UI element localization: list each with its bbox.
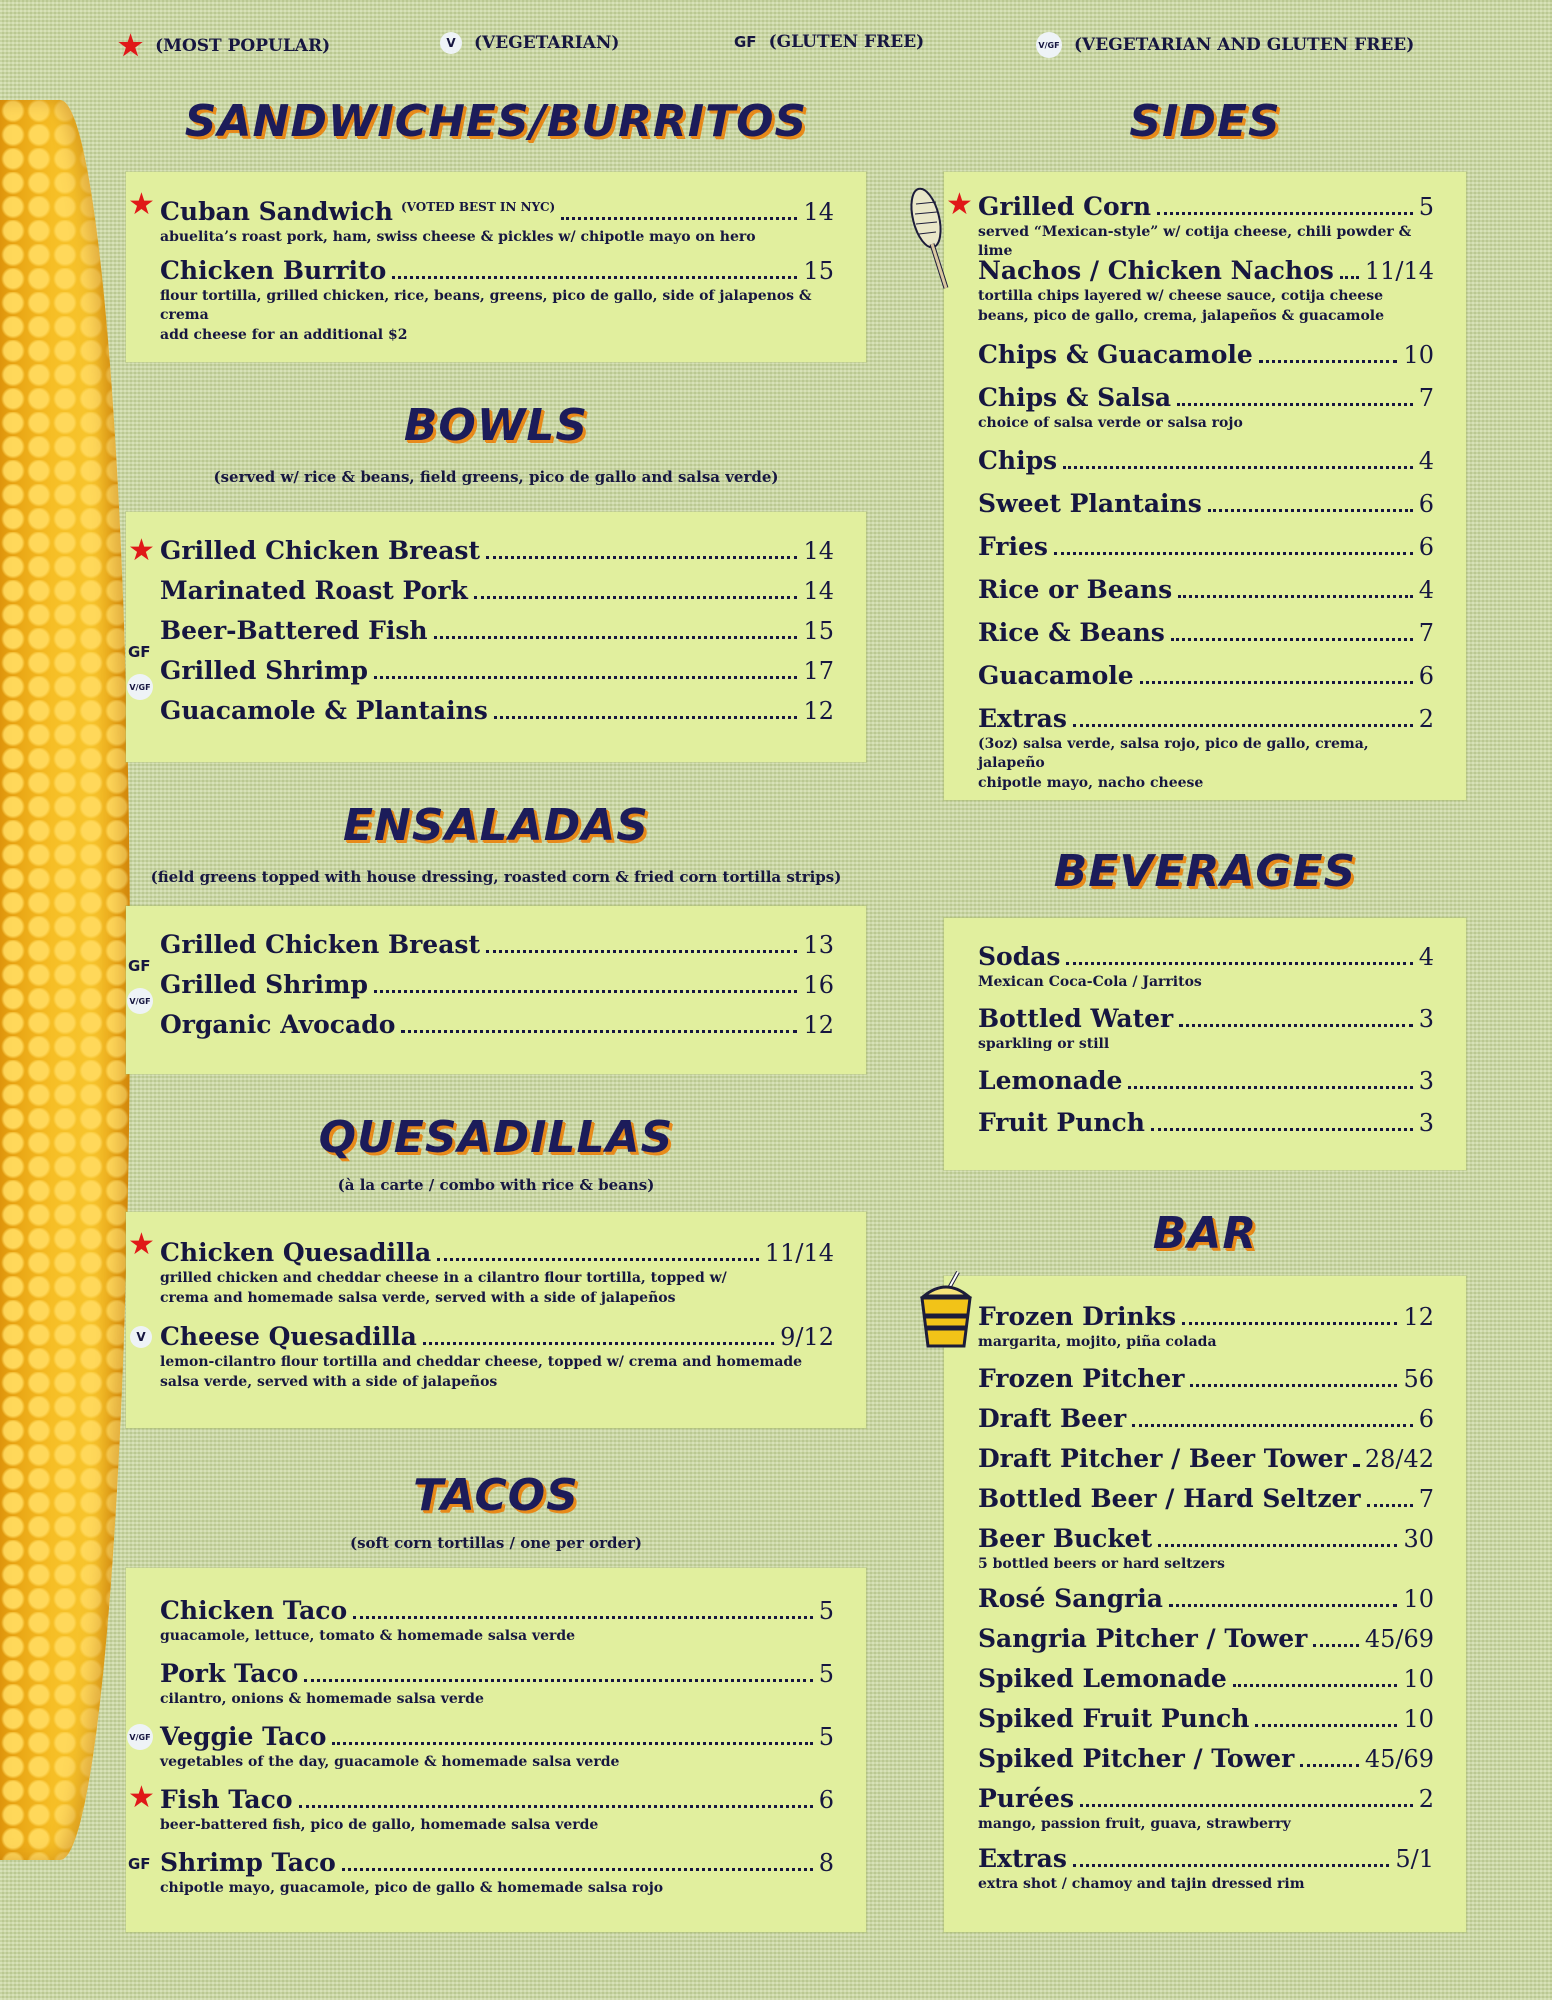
gluten-free-icon: GF: [734, 33, 757, 51]
item-name: Chips: [978, 446, 1058, 475]
item-name: Pork Taco: [160, 1659, 299, 1688]
item-price: 45/69: [1364, 1745, 1434, 1773]
item-price: 6: [1418, 1405, 1434, 1433]
menu-item: [978, 704, 1434, 793]
item-name: Spiked Lemonade: [978, 1664, 1227, 1693]
menu-item: [128, 1780, 834, 1835]
item-name: Grilled Shrimp: [160, 970, 368, 999]
grilled-corn-icon: [906, 184, 952, 292]
beverages-heading: BEVERAGES: [1053, 846, 1357, 897]
item-price: 17: [803, 657, 834, 685]
item-price: 13: [803, 931, 834, 959]
item-name: Sodas: [978, 942, 1061, 971]
menu-item: [160, 256, 834, 345]
item-price: 28/42: [1364, 1445, 1434, 1473]
item-price: 12: [803, 697, 834, 725]
item-description: Mexican Coca-Cola / Jarritos: [978, 974, 1202, 990]
item-description: margarita, mojito, piña colada: [978, 1334, 1217, 1350]
item-name: Veggie Taco: [160, 1722, 327, 1751]
vegetarian-icon: V: [440, 32, 462, 54]
item-name: Sweet Plantains: [978, 489, 1202, 518]
legend: [118, 29, 1438, 62]
menu-item: [160, 1596, 834, 1646]
legend-popular: [118, 29, 331, 62]
item-price: 6: [818, 1786, 834, 1814]
menu-item: [978, 1624, 1434, 1654]
menu-item: [946, 187, 1434, 261]
tacos-panel: [126, 1568, 866, 1932]
item-description: cilantro, onions & homemade salsa verde: [160, 1691, 484, 1707]
item-description: (3oz) salsa verde, salsa rojo, pico de gallo, crema, jalapeño: [978, 736, 1369, 771]
bowls-subtitle: (served w/ rice & beans, field greens, pico de gallo and salsa verde): [213, 468, 779, 486]
item-price: 6: [1418, 662, 1434, 690]
menu-item: [978, 1066, 1434, 1096]
item-name: Beer-Battered Fish: [160, 616, 428, 645]
menu-item: [978, 340, 1434, 370]
menu-item: [129, 682, 834, 726]
vegetarian-gluten-free-icon: V/GF: [127, 988, 153, 1014]
item-note: (VOTED BEST IN NYC): [400, 200, 556, 214]
item-price: 3: [1418, 1005, 1434, 1033]
item-name: Fries: [978, 532, 1048, 561]
item-name: Cuban Sandwich: [160, 197, 393, 226]
vegetarian-gluten-free-icon: V/GF: [127, 674, 153, 700]
item-description: flour tortilla, grilled chicken, rice, beans, greens, pico de gallo, side of jalapenos & crema: [160, 288, 812, 323]
item-price: 16: [803, 971, 834, 999]
item-name: Bottled Beer / Hard Seltzer: [978, 1484, 1361, 1513]
menu-item: [978, 1484, 1434, 1514]
item-price: 3: [1418, 1109, 1434, 1137]
sides-heading: SIDES: [1129, 96, 1281, 147]
item-name: Rice & Beans: [978, 618, 1165, 647]
item-price: 2: [1418, 1785, 1434, 1813]
star-icon: ★: [946, 187, 973, 222]
item-price: 11/14: [764, 1239, 834, 1267]
item-description: lemon-cilantro flour tortilla and cheddar cheese, topped w/ crema and homemade: [160, 1354, 803, 1370]
item-price: 30: [1403, 1525, 1434, 1553]
sides-panel: [944, 172, 1466, 800]
item-name: Guacamole & Plantains: [160, 696, 488, 725]
menu-item: [978, 532, 1434, 562]
item-description: tortilla chips layered w/ cheese sauce, cotija cheese: [978, 288, 1383, 304]
gluten-free-icon: GF: [128, 957, 151, 975]
item-name: Cheese Quesadilla: [160, 1322, 417, 1351]
item-name: Organic Avocado: [160, 1010, 396, 1039]
item-price: 15: [803, 257, 834, 285]
item-price: 14: [803, 577, 834, 605]
menu-item: [978, 1444, 1434, 1474]
item-name: Marinated Roast Pork: [160, 576, 468, 605]
item-price: 5: [818, 1660, 834, 1688]
item-name: Grilled Chicken Breast: [160, 930, 481, 959]
menu-item: [160, 616, 834, 646]
item-price: 14: [803, 198, 834, 226]
item-name: Rosé Sangria: [978, 1584, 1163, 1613]
item-description: 5 bottled beers or hard seltzers: [978, 1556, 1225, 1572]
tacos-subtitle: (soft corn tortillas / one per order): [349, 1534, 643, 1552]
menu-item: [160, 1659, 834, 1709]
item-name: Draft Pitcher / Beer Tower: [978, 1444, 1347, 1473]
item-price: 5/1: [1395, 1845, 1434, 1873]
quesadillas-panel: [126, 1212, 866, 1428]
star-icon: ★: [128, 1780, 155, 1815]
corn-cob-image: [0, 100, 130, 1860]
item-price: 4: [1418, 943, 1434, 971]
gluten-free-icon: GF: [128, 1855, 151, 1873]
item-name: Chips & Salsa: [978, 383, 1172, 412]
menu-item: [978, 383, 1434, 433]
menu-item: [978, 1004, 1434, 1054]
item-description: beans, pico de gallo, crema, jalapeños & guacamole: [978, 308, 1385, 324]
item-name: Fish Taco: [160, 1785, 293, 1814]
item-description: add cheese for an additional $2: [160, 327, 408, 343]
menu-item: [978, 618, 1434, 648]
item-price: 5: [818, 1597, 834, 1625]
item-price: 6: [1418, 490, 1434, 518]
legend-veg-gf: [1036, 32, 1414, 58]
item-name: Draft Beer: [978, 1404, 1127, 1433]
bowls-heading: BOWLS: [403, 400, 589, 451]
item-name: Grilled Chicken Breast: [160, 536, 481, 565]
item-name: Chicken Burrito: [160, 256, 387, 285]
item-description: chipotle mayo, nacho cheese: [978, 775, 1204, 791]
menu-item: [978, 489, 1434, 519]
item-name: Chips & Guacamole: [978, 340, 1253, 369]
item-name: Frozen Drinks: [978, 1302, 1177, 1331]
star-icon: ★: [118, 29, 144, 62]
menu-item: [128, 1227, 834, 1308]
item-description: crema and homemade salsa verde, served with a side of jalapeños: [160, 1290, 676, 1306]
bar-panel: [944, 1276, 1466, 1932]
menu-item: [978, 1784, 1434, 1834]
vegetarian-gluten-free-icon: V/GF: [127, 1724, 153, 1750]
menu-item: [160, 536, 834, 566]
menu-item: [978, 1584, 1434, 1614]
menu-item: [978, 1302, 1434, 1352]
item-price: 5: [1418, 193, 1434, 221]
item-name: Frozen Pitcher: [978, 1364, 1185, 1393]
ensaladas-panel: [126, 906, 866, 1074]
item-name: Spiked Pitcher / Tower: [978, 1744, 1295, 1773]
quesadillas-subtitle: (à la carte / combo with rice & beans): [337, 1176, 655, 1194]
item-description: grilled chicken and cheddar cheese in a cilantro flour tortilla, topped w/: [160, 1270, 727, 1286]
star-icon: ★: [128, 1227, 155, 1262]
item-description: served “Mexican-style” w/ cotija cheese, chili powder & lime: [978, 224, 1412, 259]
legend-vegetarian-label: (VEGETARIAN): [474, 33, 620, 53]
ensaladas-heading: ENSALADAS: [343, 800, 649, 851]
item-price: 9/12: [780, 1323, 834, 1351]
menu-item: [128, 957, 834, 1000]
menu-item: [128, 187, 834, 247]
item-name: Chicken Quesadilla: [160, 1238, 432, 1267]
item-price: 45/69: [1364, 1625, 1434, 1653]
item-price: 5: [818, 1723, 834, 1751]
item-name: Shrimp Taco: [160, 1848, 336, 1877]
menu-item: [128, 1848, 834, 1898]
gluten-free-icon: GF: [128, 643, 151, 661]
frozen-drink-icon: [918, 1270, 974, 1350]
item-description: vegetables of the day, guacamole & homemade salsa verde: [160, 1754, 620, 1770]
menu-item: [978, 1404, 1434, 1434]
ensaladas-subtitle: (field greens topped with house dressing, roasted corn & fried corn tortilla strips): [150, 868, 842, 886]
menu-item: [978, 256, 1434, 326]
legend-popular-label: (MOST POPULAR): [155, 36, 331, 56]
menu-item: [978, 661, 1434, 691]
item-name: Sangria Pitcher / Tower: [978, 1624, 1308, 1653]
item-price: 10: [1403, 341, 1434, 369]
menu-item: [160, 930, 834, 960]
item-price: 10: [1403, 1585, 1434, 1613]
item-name: Rice or Beans: [978, 575, 1173, 604]
item-name: Nachos / Chicken Nachos: [978, 256, 1334, 285]
item-price: 15: [803, 617, 834, 645]
item-price: 12: [803, 1011, 834, 1039]
item-name: Fruit Punch: [978, 1108, 1145, 1137]
item-name: Bottled Water: [978, 1004, 1174, 1033]
vegetarian-icon: V: [130, 1326, 152, 1348]
menu-item: [136, 1322, 834, 1392]
menu-item: [978, 942, 1434, 992]
item-name: Extras: [978, 704, 1067, 733]
item-price: 4: [1418, 576, 1434, 604]
item-price: 2: [1418, 705, 1434, 733]
sandwiches-heading: SANDWICHES/BURRITOS: [184, 96, 808, 147]
menu-item: [978, 1744, 1434, 1774]
item-price: 3: [1418, 1067, 1434, 1095]
menu-item: [978, 446, 1434, 476]
beverages-panel: [944, 918, 1466, 1170]
item-price: 12: [1403, 1303, 1434, 1331]
legend-veg-gf-label: (VEGETARIAN AND GLUTEN FREE): [1074, 35, 1415, 55]
item-price: 7: [1418, 384, 1434, 412]
sandwiches-panel: [126, 172, 866, 362]
item-description: sparkling or still: [978, 1036, 1110, 1052]
item-name: Beer Bucket: [978, 1524, 1153, 1553]
tacos-heading: TACOS: [413, 1470, 579, 1521]
menu-item: [978, 575, 1434, 605]
item-name: Chicken Taco: [160, 1596, 348, 1625]
item-price: 7: [1418, 619, 1434, 647]
item-name: Grilled Shrimp: [160, 656, 368, 685]
menu-item: [129, 996, 834, 1040]
item-price: 10: [1403, 1705, 1434, 1733]
item-description: chipotle mayo, guacamole, pico de gallo & homemade salsa rojo: [160, 1880, 664, 1896]
menu-item: [978, 1704, 1434, 1734]
menu-item: [978, 1844, 1434, 1894]
item-price: 11/14: [1364, 257, 1434, 285]
legend-vegetarian: [440, 32, 619, 54]
item-price: 56: [1403, 1365, 1434, 1393]
star-icon: ★: [128, 187, 155, 222]
item-name: Grilled Corn: [978, 192, 1152, 221]
star-icon: ★: [128, 533, 155, 568]
menu-item: [978, 1664, 1434, 1694]
menu-item: [129, 1722, 834, 1772]
legend-gluten-free: [734, 32, 924, 52]
bar-heading: BAR: [1152, 1208, 1258, 1259]
item-name: Guacamole: [978, 661, 1134, 690]
item-price: 10: [1403, 1665, 1434, 1693]
item-description: abuelita’s roast pork, ham, swiss cheese & pickles w/ chipotle mayo on hero: [160, 229, 756, 245]
item-description: choice of salsa verde or salsa rojo: [978, 415, 1243, 431]
item-price: 6: [1418, 533, 1434, 561]
item-description: mango, passion fruit, guava, strawberry: [978, 1816, 1291, 1832]
item-price: 7: [1418, 1485, 1434, 1513]
bowls-panel: [126, 512, 866, 762]
item-price: 14: [803, 537, 834, 565]
menu-item: [978, 1108, 1434, 1138]
quesadillas-heading: QUESADILLAS: [318, 1112, 674, 1163]
menu-item: [978, 1524, 1434, 1574]
vegetarian-gluten-free-icon: V/GF: [1036, 32, 1062, 58]
item-description: beer-battered fish, pico de gallo, homemade salsa verde: [160, 1817, 599, 1833]
item-price: 4: [1418, 447, 1434, 475]
item-description: salsa verde, served with a side of jalapeños: [160, 1374, 498, 1390]
menu-item: [128, 643, 834, 686]
legend-gluten-free-label: (GLUTEN FREE): [768, 32, 925, 52]
item-name: Spiked Fruit Punch: [978, 1704, 1250, 1733]
item-name: Lemonade: [978, 1066, 1123, 1095]
item-price: 8: [818, 1849, 834, 1877]
menu-item: [978, 1364, 1434, 1394]
item-description: guacamole, lettuce, tomato & homemade salsa verde: [160, 1628, 576, 1644]
item-name: Extras: [978, 1844, 1067, 1873]
item-name: Purées: [978, 1784, 1075, 1813]
item-description: extra shot / chamoy and tajin dressed rim: [978, 1876, 1305, 1892]
